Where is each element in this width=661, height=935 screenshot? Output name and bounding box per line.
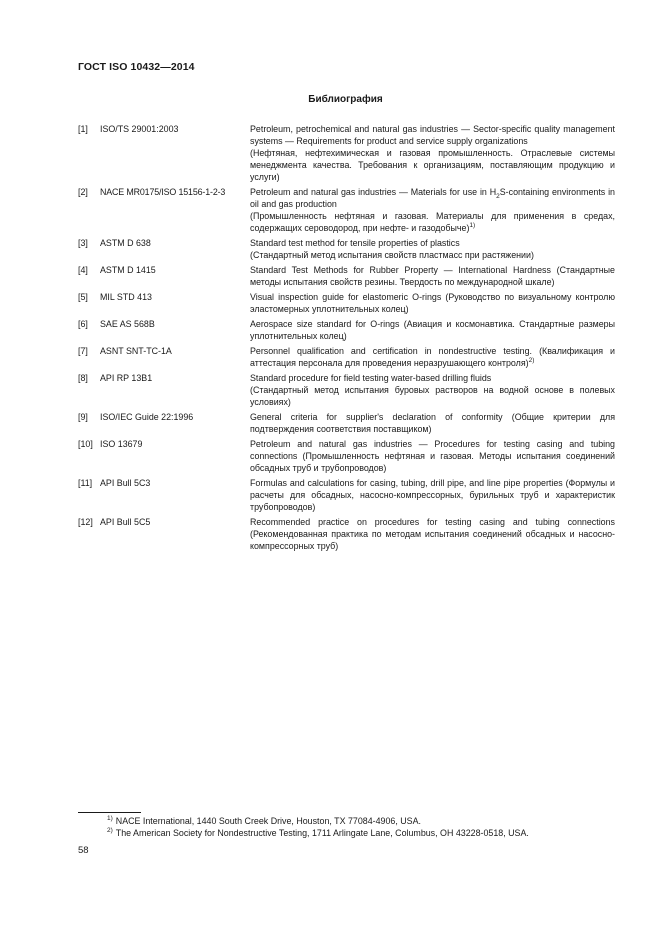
entry-number: [11]: [78, 478, 93, 488]
entry-description: [250, 237, 615, 261]
entry-title: Standard procedure for field testing water-based drilling fluids: [250, 373, 492, 383]
footnote-2: [107, 828, 529, 838]
entry-title: Petroleum, petrochemical and natural gas industries — Sector-specific quality management systems — Requirements for product and service supply organizations: [250, 124, 615, 146]
entry-code: ASNT SNT-TC-1A: [100, 346, 172, 356]
bib-entry-10: [78, 438, 615, 474]
bib-entry-11: [78, 477, 615, 513]
entry-description: Recommended practice on procedures for testing casing and tubing connections (Рекомендованная практика по методам испытания соединений обсадных и насосно-компрессорных труб): [250, 517, 615, 551]
entry-code: ASTM D 1415: [100, 265, 156, 275]
bib-entry-1: [78, 123, 615, 183]
entry-description: [250, 345, 615, 369]
bib-entry-7: [78, 345, 615, 369]
bib-entry-4: [78, 264, 615, 288]
subscript: 2: [496, 192, 500, 200]
entry-translation: (Стандартный метод испытания буровых растворов на водной основе в полевых условиях): [250, 385, 615, 407]
entry-code: API Bull 5C3: [100, 478, 151, 488]
bib-entry-12: [78, 516, 615, 552]
entry-code: API Bull 5C5: [100, 517, 151, 527]
entry-code: ASTM D 638: [100, 238, 151, 248]
entry-translation: [250, 210, 615, 234]
entry-number: [9]: [78, 412, 88, 422]
entry-number: [6]: [78, 319, 88, 329]
footnote-mark: 1): [107, 815, 113, 823]
entry-description: Petroleum and natural gas industries — Procedures for testing casing and tubing connections (Промышленность нефтяная и газовая. Методы испытания соединений обсадных труб и трубопроводов): [250, 439, 615, 473]
entry-description: Aerospace size standard for O-rings (Авиация и космонавтика. Стандартные размеры уплотнительных колец): [250, 319, 615, 341]
entry-number: [1]: [78, 124, 88, 134]
entry-number: [4]: [78, 265, 88, 275]
bib-entry-9: [78, 411, 615, 435]
entry-description: Standard Test Methods for Rubber Property — International Hardness (Стандартные методы испытания свойств резины. Твердость по международной шкале): [250, 265, 615, 287]
entry-code: ISO/IEC Guide 22:1996: [100, 412, 194, 422]
entry-title: Standard test method for tensile properties of plastics: [250, 238, 460, 248]
footnote-separator: [78, 812, 141, 813]
entry-translation: (Нефтяная, нефтехимическая и газовая промышленность. Отраслевые системы менеджмента качества. Требования к организациям, поставляющим продукцию и услуги): [250, 148, 615, 182]
entry-code: MIL STD 413: [100, 292, 152, 302]
entry-translation-text: (Промышленность нефтяная и газовая. Материалы для применения в средах, содержащих сероводород, при нефте- и газодобыче): [250, 211, 615, 233]
entry-number: [3]: [78, 238, 88, 248]
page-number: 58: [78, 845, 89, 856]
entry-title-part: Petroleum and natural gas industries — Materials for use in H: [250, 187, 497, 197]
footnote-text: The American Society for Nondestructive Testing, 1711 Arlingate Lane, Columbus, OH 43228-0518, USA.: [115, 828, 529, 838]
footnote-1: [107, 816, 421, 826]
entry-number: [5]: [78, 292, 88, 302]
entry-code: API RP 13B1: [100, 373, 153, 383]
entry-number: [10]: [78, 439, 93, 449]
entry-title: [250, 186, 615, 210]
entry-number: [12]: [78, 517, 93, 527]
entry-code: SAE AS 568B: [100, 319, 155, 329]
bibliography-title: Библиография: [308, 94, 383, 105]
bib-entry-8: [78, 372, 615, 408]
entry-code: NACE MR0175/ISO 15156-1-2-3: [100, 187, 226, 197]
bib-entry-3: [78, 237, 615, 261]
bibliography-list: [78, 123, 615, 555]
entry-title: Personnel qualification and certification in nondestructive testing. (Квалификация и аттестация персонала для проведения неразрушающего контроля): [250, 346, 615, 368]
entry-description: [250, 372, 615, 408]
footnote-ref: 1): [469, 222, 476, 230]
entry-translation: (Стандартный метод испытания свойств пластмасс при растяжении): [250, 250, 534, 260]
entry-description: [250, 123, 615, 183]
entry-description: Formulas and calculations for casing, tubing, drill pipe, and line pipe properties (Формулы и расчеты для обсадных, насосно-компрессорных, бурильных труб и характеристик трубопроводов): [250, 478, 615, 512]
entry-number: [7]: [78, 346, 88, 356]
entry-number: [2]: [78, 187, 88, 197]
entry-code: ISO/TS 29001:2003: [100, 124, 179, 134]
entry-description: General criteria for supplier's declaration of conformity (Общие критерии для подтверждения соответствия поставщиком): [250, 412, 615, 434]
entry-title-part: S-containing environments in oil and gas production: [250, 187, 615, 209]
entry-description: Visual inspection guide for elastomeric O-rings (Руководство по визуальному контролю эластомерных уплотнительных колец): [250, 292, 615, 314]
bib-entry-6: [78, 318, 615, 342]
entry-code: ISO 13679: [100, 439, 143, 449]
bib-entry-2: [78, 186, 615, 234]
entry-description: [250, 186, 615, 234]
document-header: ГОСТ ISO 10432—2014: [78, 61, 195, 73]
footnote-mark: 2): [107, 827, 113, 835]
footnote-text: NACE International, 1440 South Creek Drive, Houston, TX 77084-4906, USA.: [115, 816, 421, 826]
bib-entry-5: [78, 291, 615, 315]
entry-number: [8]: [78, 373, 88, 383]
footnote-ref: 2): [528, 357, 535, 365]
